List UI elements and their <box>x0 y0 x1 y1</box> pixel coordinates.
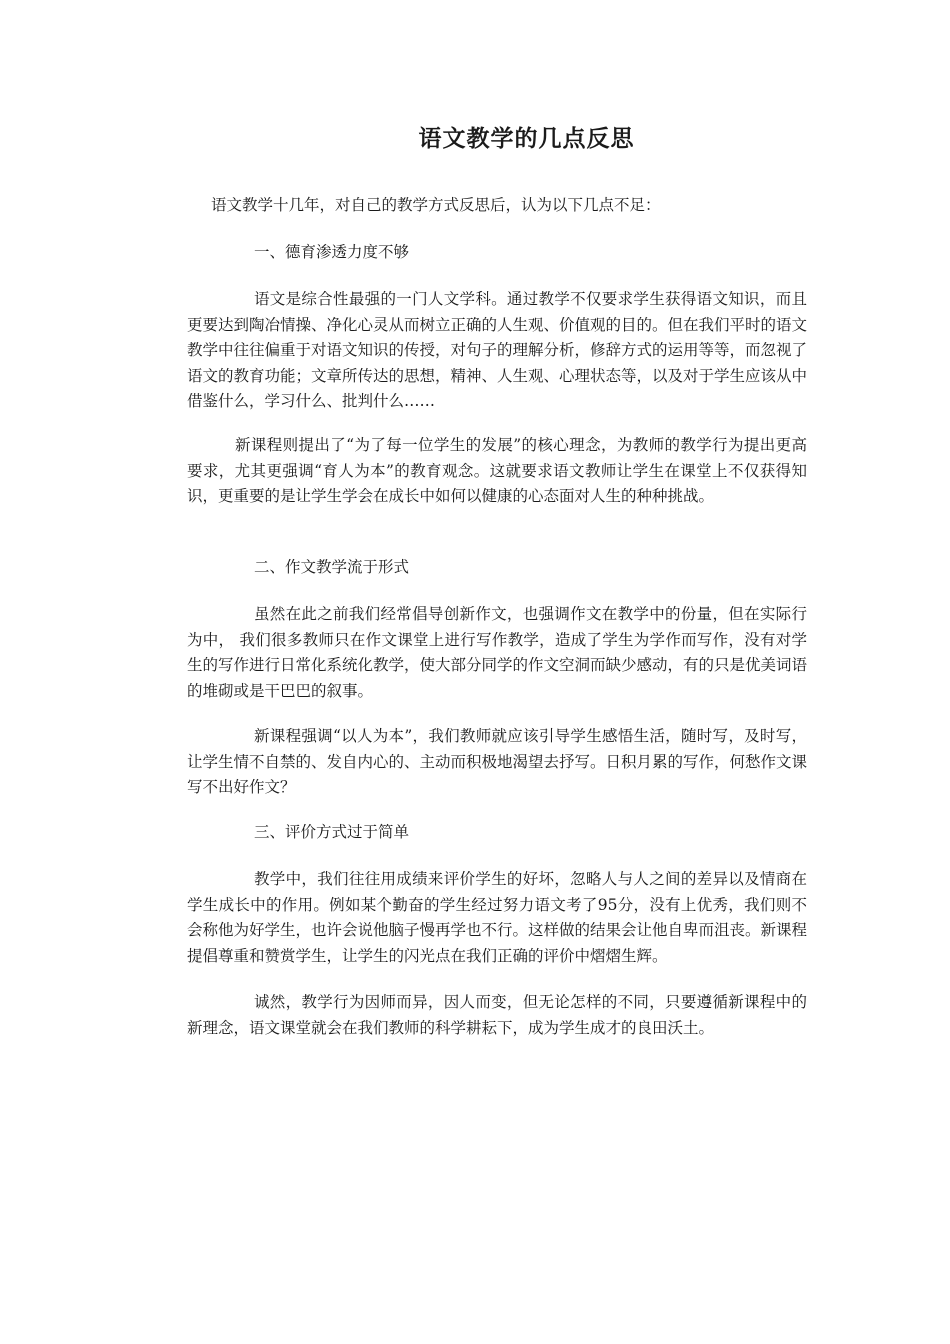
section-3-paragraph-1: 教学中，我们往往用成绩来评价学生的好坏，忽略人与人之间的差异以及情商在学生成长中的作用。例如某个勤奋的学生经过努力语文考了95分，没有上优秀，我们则不会称他为好学生，也许会说他脑子慢再学也不行。这样做的结果会让他自卑而沮丧。新课程提倡尊重和赞赏学生，让学生的闪光点在我们正确的评价中熠熠生辉。 <box>187 870 808 965</box>
section-1-paragraph-2: 新课程则提出了“为了每一位学生的发展”的核心理念，为教师的教学行为提出更高要求，尤其更强调“育人为本”的教育观念。这就要求语文教师让学生在课堂上不仅获得知识，更重要的是让学生学会在成长中如何以健康的心态面对人生的种种挑战。 <box>187 436 807 505</box>
section-3-paragraph-2: 诚然，教学行为因师而异，因人而变，但无论怎样的不同，只要遵循新课程中的新理念，语文课堂就会在我们教师的科学耕耘下，成为学生成才的良田沃土。 <box>187 993 807 1037</box>
document-title: 语文教学的几点反思 <box>418 125 635 152</box>
section-heading-1: 一、德育渗透力度不够 <box>254 243 410 261</box>
section-2-paragraph-1: 虽然在此之前我们经常倡导创新作文，也强调作文在教学中的份量，但在实际行为中， 我们很多教师只在作文课堂上进行写作教学，造成了学生为学作而写作，没有对学生的写作进行日常化系统化教学，使大部分同学的作文空洞而缺少感动，有的只是优美词语的堆砌或是干巴巴的叙事。 <box>187 605 808 700</box>
intro-paragraph: 语文教学十几年，对自己的教学方式反思后，认为以下几点不足： <box>211 196 661 214</box>
section-1-paragraph-1: 语文是综合性最强的一门人文学科。通过教学不仅要求学生获得语文知识，而且更要达到陶冶情操、净化心灵从而树立正确的人生观、价值观的目的。但在我们平时的语文教学中往往偏重于对语文知识的传授，对句子的理解分析，修辞方式的运用等等，而忽视了语文的教育功能；文章所传达的思想，精神、人生观、心理状态等，以及对于学生应该从中借鉴什么，学习什么、批判什么…… <box>187 290 808 410</box>
section-2-paragraph-2: 新课程强调“以人为本”，我们教师就应该引导学生感悟生活，随时写，及时写，让学生情不自禁的、发自内心的、主动而积极地渴望去抒写。日积月累的写作，何愁作文课写不出好作文？ <box>187 727 808 796</box>
section-heading-2: 二、作文教学流于形式 <box>254 558 410 576</box>
section-heading-3: 三、评价方式过于简单 <box>254 823 410 841</box>
